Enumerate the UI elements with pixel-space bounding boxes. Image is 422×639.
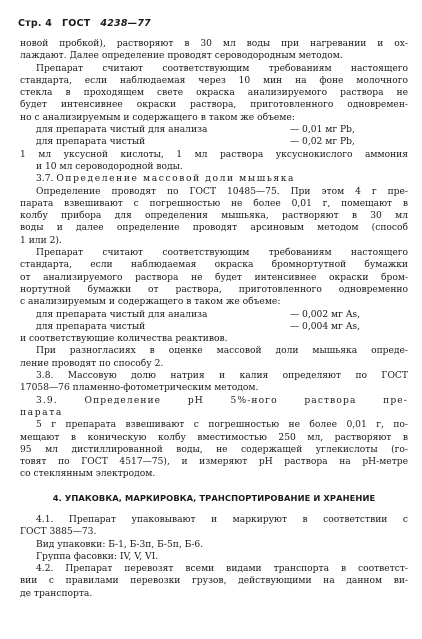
- limit-value: — 0,02 мг Pb,: [290, 137, 355, 148]
- section-heading-3-9-cont: парата: [20, 407, 63, 418]
- page-header: [18, 18, 151, 29]
- limit-value: — 0,01 мг Pb,: [290, 125, 355, 136]
- heading-title: Определение массовой доли мышьяка: [56, 174, 296, 185]
- standard-number: 4238—77: [100, 18, 151, 29]
- text-line: 3.8. Массовую долю натрия и калия определяют по ГОСТ: [36, 371, 408, 382]
- limit-label: для препарата чистый для анализа: [36, 125, 208, 136]
- text-line: 17058—76 пламенно-фотометрическим методом.: [20, 383, 259, 394]
- section-heading-3-9: 3.9. Определение pH 5%-ного раствора пре-: [36, 395, 408, 406]
- text-line: де транспорта.: [20, 588, 93, 599]
- text-line: колбу прибора для определения мышьяка, растворяют в 30 мл: [20, 211, 408, 222]
- text-line: стекла в проходящем свете окраска анализируемого раствора не: [20, 88, 408, 99]
- text-line: нортутной бумажки от раствора, приготовленного одновременно: [20, 284, 408, 295]
- section-heading-4: 4. УПАКОВКА, МАРКИРОВКА, ТРАНСПОРТИРОВАНИЕ И ХРАНЕНИЕ: [52, 492, 376, 503]
- text-line: будет интенсивнее окраски раствора, приготовленного одновремен-: [20, 100, 408, 111]
- standard-label: ГОСТ: [62, 18, 91, 29]
- text-line: Вид упаковки: Б-1, Б-3п, Б-5п, Б-6.: [36, 539, 204, 550]
- limit-value: — 0,004 мг As,: [290, 321, 361, 332]
- text-line: лаждают. Далее определение проводят сероводородным методом.: [20, 51, 343, 62]
- text-line: Препарат считают соответствующим требованиям настоящего: [36, 63, 408, 74]
- page-number: Стр. 4: [18, 18, 53, 29]
- heading-number: 3.7.: [36, 174, 54, 185]
- text-line: с анализируемым и содержащего в таком же объеме:: [20, 297, 281, 308]
- text-line: мещают в коническую колбу вместимостью 250 мл, растворяют в: [20, 432, 408, 443]
- text-line: парата взвешивают с погрешностью не более 0,01 г, помещают в: [20, 198, 408, 209]
- limit-row-as-pure: [20, 321, 408, 333]
- limit-label: для препарата чистый для анализа: [36, 309, 208, 320]
- text-line: Препарат считают соответствующим требованиям настоящего: [36, 248, 408, 259]
- text-line: воды и далее определение проводят арсиновым методом (способ: [20, 223, 408, 234]
- text-line: ление проводят по способу 2.: [20, 358, 164, 369]
- text-line: со стеклянным электродом.: [20, 469, 156, 480]
- text-line: товят по ГОСТ 4517—75), и измеряют pH раствора на pH-метре: [20, 457, 408, 468]
- text-line: 1 или 2).: [20, 235, 62, 246]
- section-heading-3-7: [20, 173, 408, 185]
- text-line: вии с правилами перевозки грузов, действующими на данном ви-: [20, 576, 408, 587]
- text-line: Группа фасовки: IV, V, VI.: [36, 551, 159, 562]
- text-line: ГОСТ 3885—73.: [20, 527, 97, 538]
- limit-row-as-analysis: [20, 309, 408, 321]
- text-line: и 10 мл сероводородной воды.: [36, 161, 183, 172]
- text-line: При разногласиях в оценке массовой доли мышьяка опреде-: [36, 346, 408, 357]
- text-line: новой пробкой), растворяют в 30 мл воды при нагревании и ох-: [20, 39, 408, 49]
- limit-row-pb-pure: [20, 136, 408, 148]
- text-line: 4.2. Препарат перевозят всеми видами транспорта в соответст-: [36, 564, 408, 575]
- text-line: 5 г препарата взвешивают с погрешностью не более 0,01 г, по-: [36, 420, 408, 431]
- text-line: и соответствующие количества реактивов.: [20, 334, 228, 345]
- text-line: от анализируемого раствора не будет интенсивнее окраски бром-: [20, 272, 408, 283]
- limit-value: — 0,002 мг As,: [290, 309, 361, 320]
- text-line: 4.1. Препарат упаковывают и маркируют в соответствии с: [36, 514, 408, 525]
- text-line: стандарта, если наблюдаемая через 10 мин на фоне молочного: [20, 75, 408, 86]
- limit-label: для препарата чистый: [36, 137, 146, 148]
- limit-row-pb-analysis: [20, 124, 408, 136]
- text-line: Определение проводят по ГОСТ 10485—75. При этом 4 г пре-: [36, 186, 408, 197]
- text-line: но с анализируемым и содержащего в таком же объеме:: [20, 112, 295, 123]
- text-line: 1 мл уксусной кислоты, 1 мл раствора уксуснокислого аммония: [20, 149, 408, 160]
- text-line: 95 мл дистиллированной воды, не содержащей углекислоты (го-: [20, 444, 408, 455]
- text-line: стандарта, если наблюдаемая окраска бромнортутной бумажки: [20, 260, 408, 271]
- document-body: [20, 38, 408, 600]
- limit-label: для препарата чистый: [36, 321, 146, 332]
